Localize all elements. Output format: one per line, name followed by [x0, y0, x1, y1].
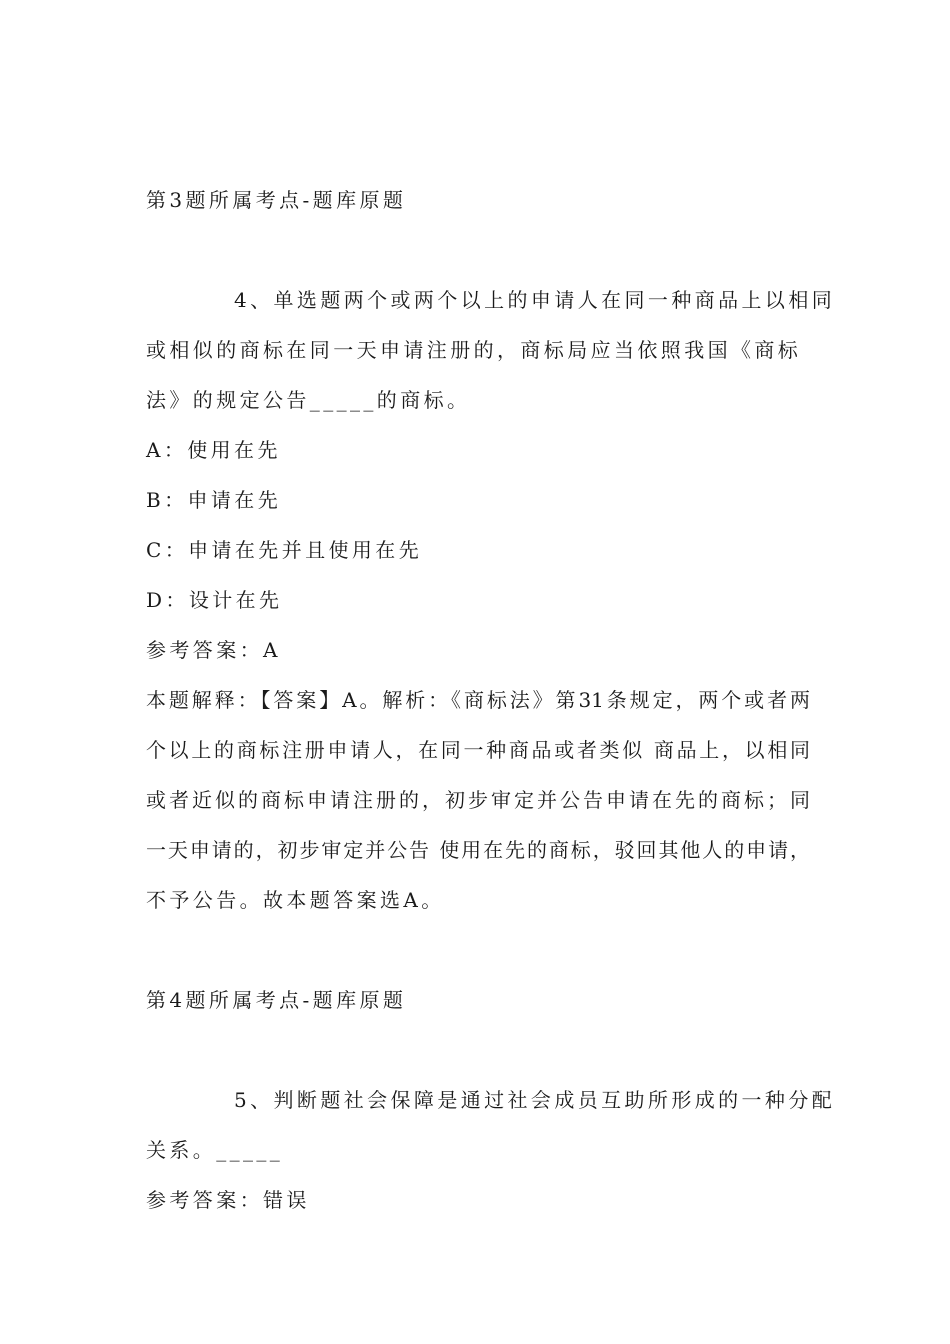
question-4-option-d: D：设计在先	[146, 588, 283, 612]
question-3-topic: 第3题所属考点-题库原题	[146, 188, 407, 212]
question-4-explanation-line-1: 本题解释：【答案】A。解析：《商标法》第31条规定，两个或者两	[146, 688, 810, 712]
question-4-explanation-line-4: 一天申请的，初步审定并公告 使用在先的商标，驳回其他人的申请，	[146, 838, 810, 862]
question-4-explanation-line-5: 不予公告。故本题答案选A。	[146, 888, 445, 912]
question-4-explanation-line-3: 或者近似的商标申请注册的，初步审定并公告申请在先的商标；同	[146, 788, 810, 812]
question-4-option-a: A：使用在先	[146, 438, 281, 462]
question-4-topic: 第4题所属考点-题库原题	[146, 988, 407, 1012]
question-4-explanation-line-2: 个以上的商标注册申请人，在同一种商品或者类似 商品上，以相同	[146, 738, 810, 762]
question-5-stem-line-2: 关系。_____	[146, 1138, 284, 1162]
question-5-stem-line-1: 5、判断题社会保障是通过社会成员互助所形成的一种分配	[234, 1088, 836, 1112]
question-4-option-b: B：申请在先	[146, 488, 282, 512]
question-4-stem-line-1: 4、单选题两个或两个以上的申请人在同一种商品上以相同	[234, 288, 836, 312]
question-4-stem-line-3: 法》的规定公告_____的商标。	[146, 388, 471, 412]
question-4-option-c: C：申请在先并且使用在先	[146, 538, 423, 562]
question-4-answer: 参考答案：A	[146, 638, 281, 662]
question-4-stem-line-2: 或相似的商标在同一天申请注册的，商标局应当依照我国《商标	[146, 338, 802, 362]
question-5-answer: 参考答案：错误	[146, 1188, 310, 1212]
